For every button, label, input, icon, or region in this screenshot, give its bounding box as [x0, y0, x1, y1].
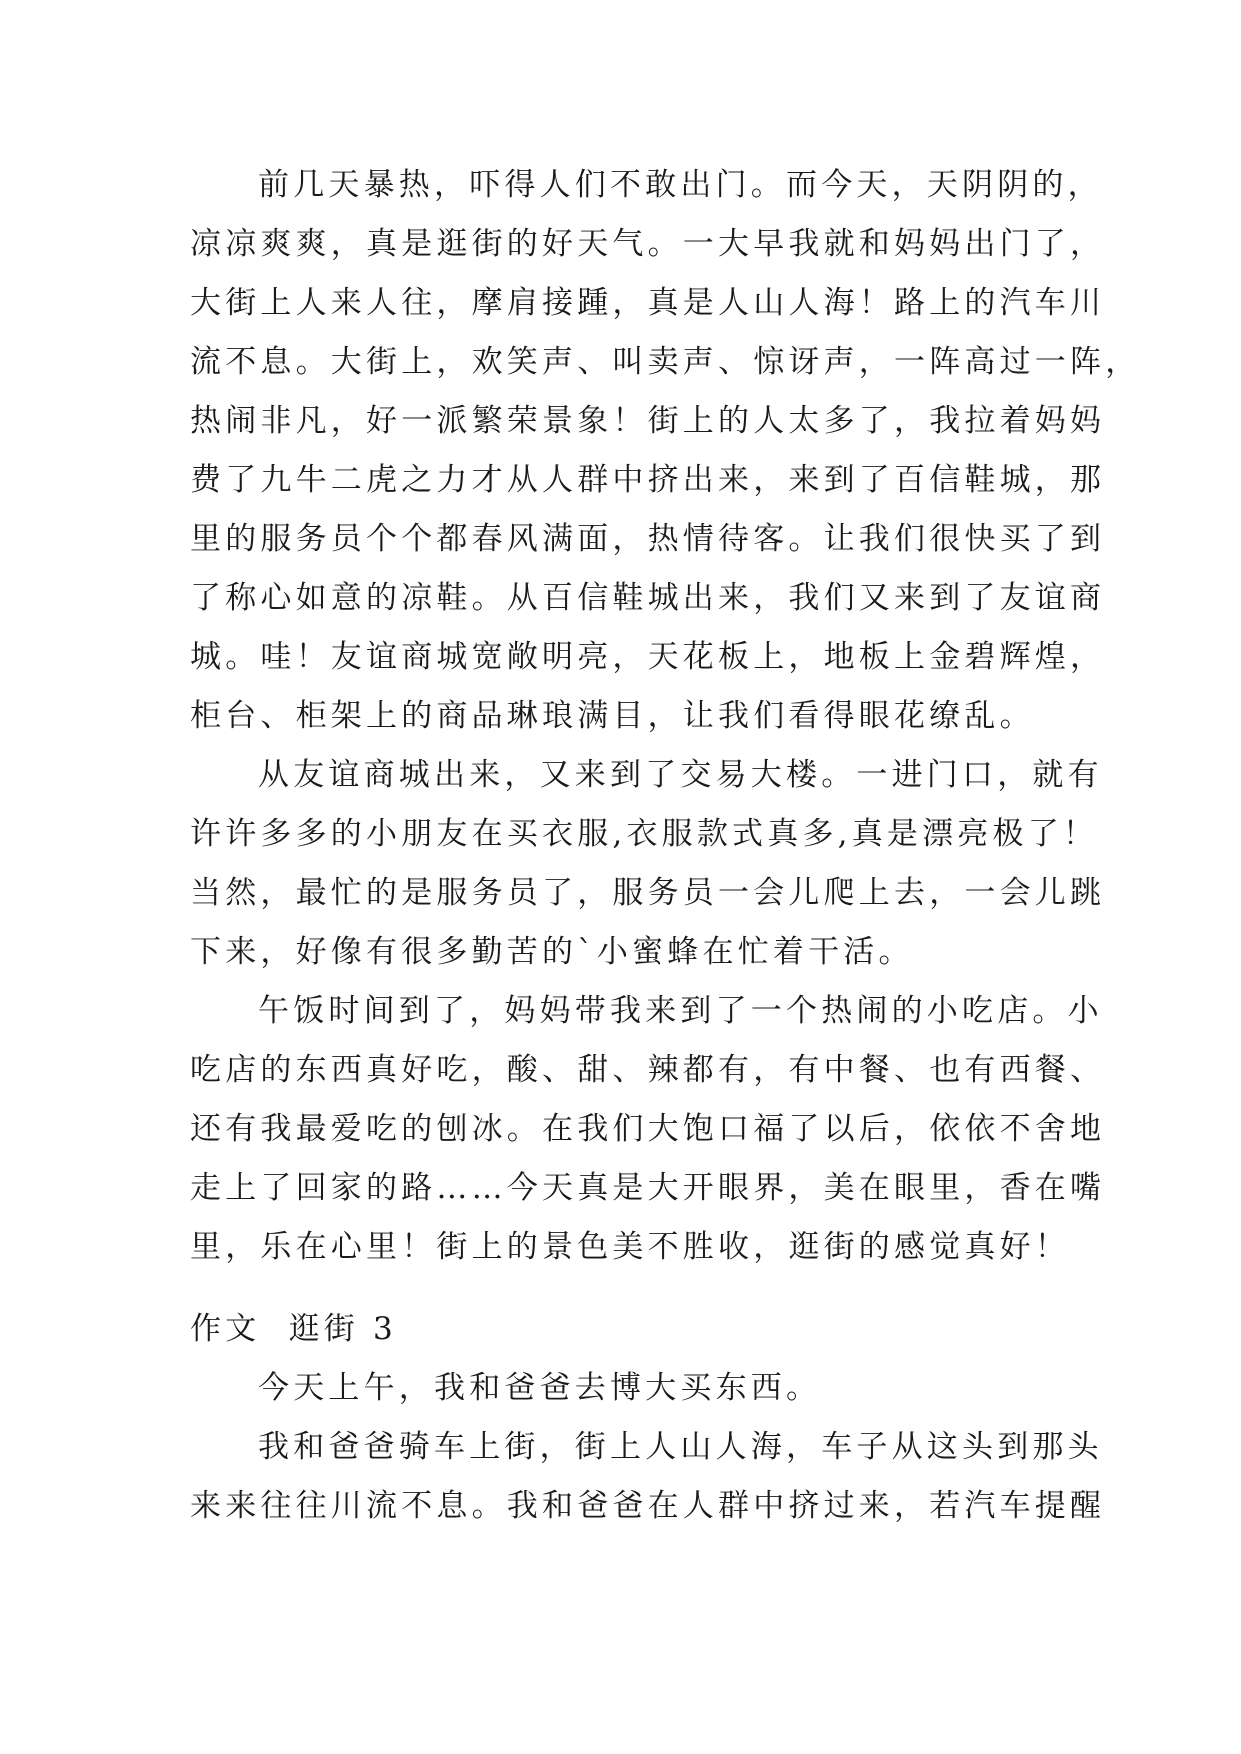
paragraph-1-line-4: 流不息。大街上，欢笑声、叫卖声、惊讶声，一阵高过一阵，: [190, 344, 1141, 380]
paragraph-2-line-3: 当然，最忙的是服务员了，服务员一会儿爬上去，一会儿跳: [190, 875, 1106, 911]
section-heading: 作文 逛街 3: [190, 1311, 397, 1347]
paragraph-2-line-1: 从友谊商城出来，又来到了交易大楼。一进门口，就有: [258, 757, 1103, 793]
paragraph-1-line-1: 前几天暴热，吓得人们不敢出门。而今天，天阴阴的，: [258, 167, 1103, 203]
paragraph-3-line-3: 还有我最爱吃的刨冰。在我们大饱口福了以后，依依不舍地: [190, 1111, 1106, 1147]
paragraph-1-line-10: 柜台、柜架上的商品琳琅满目，让我们看得眼花缭乱。: [190, 698, 1035, 734]
paragraph-1-line-6: 费了九牛二虎之力才从人群中挤出来，来到了百信鞋城，那: [190, 462, 1106, 498]
paragraph-1-line-7: 里的服务员个个都春风满面，热情待客。让我们很快买了到: [190, 521, 1106, 557]
paragraph-1-line-8: 了称心如意的凉鞋。从百信鞋城出来，我们又来到了友谊商: [190, 580, 1106, 616]
paragraph-4-line-1: 今天上午，我和爸爸去博大买东西。: [258, 1370, 822, 1406]
essay-body-part-1: [190, 156, 1141, 1277]
paragraph-3-line-2: 吃店的东西真好吃，酸、甜、辣都有，有中餐、也有西餐、: [190, 1052, 1106, 1088]
paragraph-5-line-2: 来来往往川流不息。我和爸爸在人群中挤过来，若汽车提醒: [190, 1488, 1106, 1524]
paragraph-2-line-2: 许许多多的小朋友在买衣服,衣服款式真多,真是漂亮极了！: [190, 816, 1099, 852]
essay-body-part-2: [190, 1300, 1106, 1536]
paragraph-3-line-5: 里，乐在心里！街上的景色美不胜收，逛街的感觉真好！: [190, 1229, 1070, 1265]
paragraph-1-line-2: 凉凉爽爽，真是逛街的好天气。一大早我就和妈妈出门了，: [190, 226, 1106, 262]
paragraph-1-line-5: 热闹非凡，好一派繁荣景象！街上的人太多了，我拉着妈妈: [190, 403, 1106, 439]
paragraph-1-line-3: 大街上人来人往，摩肩接踵，真是人山人海！路上的汽车川: [190, 285, 1106, 321]
paragraph-1-line-9: 城。哇！友谊商城宽敞明亮，天花板上，地板上金碧辉煌，: [190, 639, 1106, 675]
paragraph-3-line-1: 午饭时间到了，妈妈带我来到了一个热闹的小吃店。小: [258, 993, 1103, 1029]
paragraph-2-line-4: 下来，好像有很多勤苦的`小蜜蜂在忙着干活。: [190, 934, 914, 970]
paragraph-3-line-4: 走上了回家的路……今天真是大开眼界，美在眼里，香在嘴: [190, 1170, 1106, 1206]
paragraph-5-line-1: 我和爸爸骑车上街，街上人山人海，车子从这头到那头: [258, 1429, 1103, 1465]
